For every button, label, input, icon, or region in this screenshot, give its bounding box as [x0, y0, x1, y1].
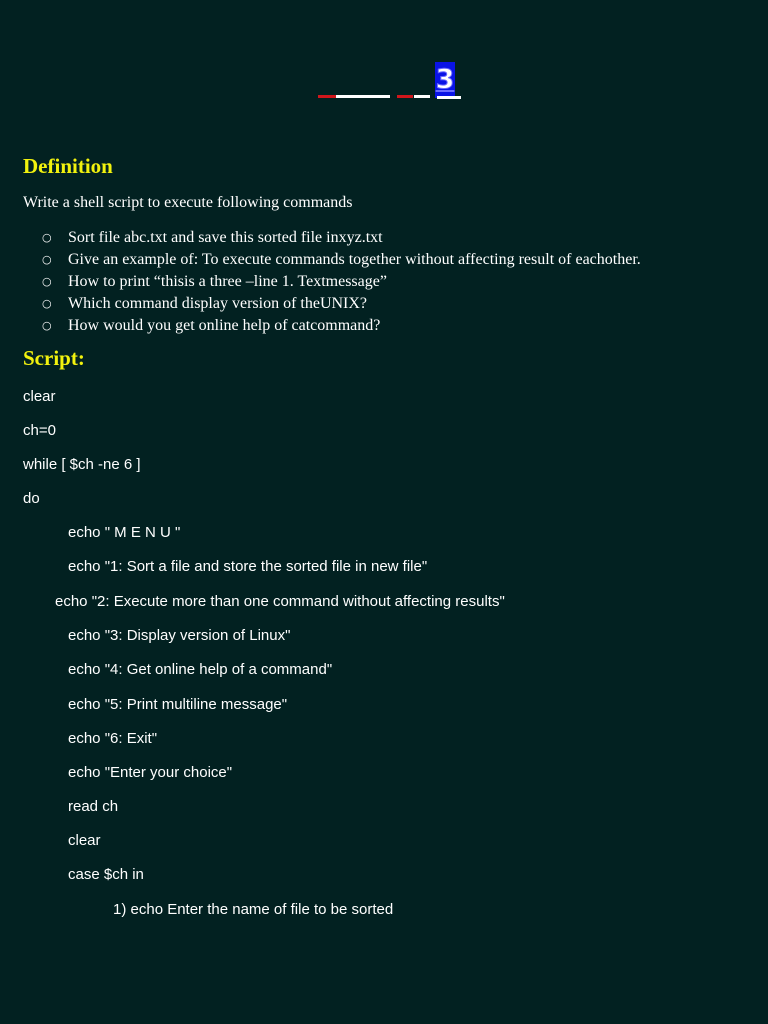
code-line: echo " M E N U " — [68, 524, 181, 541]
code-line: echo "1: Sort a file and store the sorted file in new file" — [68, 558, 428, 575]
code-line: case $ch in — [68, 866, 144, 883]
page-number: 3 — [435, 62, 455, 98]
code-line: while [ $ch -ne 6 ] — [23, 456, 141, 473]
list-item: ○ How to print “thisis a three –line 1. Textmessage” — [42, 271, 641, 293]
list-item: ○ Which command display version of theUNIX? — [42, 293, 641, 315]
list-item: ○ How would you get online help of catcommand? — [42, 315, 641, 337]
header-rule-red-right — [397, 95, 413, 98]
code-line: echo "Enter your choice" — [68, 764, 233, 781]
code-line: do — [23, 490, 40, 507]
circle-bullet-icon: ○ — [42, 297, 52, 310]
definition-heading: Definition — [23, 154, 113, 178]
list-item: ○ Sort file abc.txt and save this sorted file inxyz.txt — [42, 227, 641, 249]
code-line: read ch — [68, 798, 119, 815]
definition-prompt: Write a shell script to execute following commands — [23, 194, 353, 211]
circle-bullet-icon: ○ — [42, 319, 52, 332]
code-line: echo "4: Get online help of a command" — [68, 661, 333, 678]
code-line: echo "2: Execute more than one command without affecting results" — [55, 593, 505, 610]
circle-bullet-icon: ○ — [42, 253, 52, 266]
code-line: clear — [23, 388, 56, 405]
code-line: ch=0 — [23, 422, 56, 439]
script-heading: Script: — [23, 346, 85, 370]
list-item: ○ Give an example of: To execute commands together without affecting result of eachother. — [42, 249, 641, 271]
code-line: echo "5: Print multiline message" — [68, 696, 288, 713]
header-rule-white-left — [336, 95, 390, 98]
header-rule-red-left — [318, 95, 336, 98]
task-list — [42, 227, 641, 337]
circle-bullet-icon: ○ — [42, 275, 52, 288]
code-line: echo "6: Exit" — [68, 730, 158, 747]
code-line: clear — [68, 832, 101, 849]
header-rule-white-right — [414, 95, 430, 98]
circle-bullet-icon: ○ — [42, 231, 52, 244]
page-number-underline — [437, 96, 461, 99]
code-line: 1) echo Enter the name of file to be sorted — [113, 901, 394, 918]
code-line: echo "3: Display version of Linux" — [68, 627, 291, 644]
